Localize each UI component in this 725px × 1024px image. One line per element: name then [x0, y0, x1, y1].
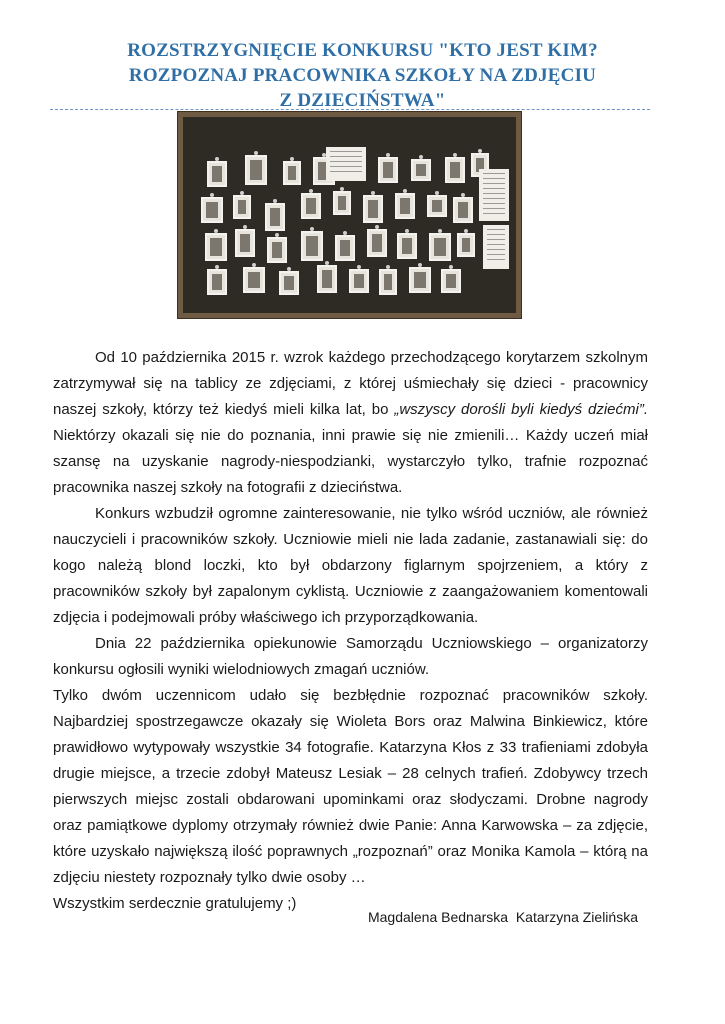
board-photo-card — [201, 197, 223, 223]
pin-icon — [418, 263, 422, 267]
pin-icon — [403, 189, 407, 193]
board-notice-sheet — [483, 225, 509, 269]
notice-text-line — [483, 173, 505, 174]
board-photo-card — [445, 157, 465, 183]
board-photo-image — [402, 238, 412, 254]
board-photo-card — [379, 269, 397, 295]
board-photo-image — [416, 164, 426, 176]
board-photo-card — [283, 161, 301, 185]
board-photo-image — [338, 196, 346, 210]
board-photo-image — [354, 274, 364, 288]
title-divider — [50, 109, 650, 110]
board-photo-image — [432, 200, 442, 212]
board-photo-image — [414, 272, 426, 288]
bulletin-board-photo — [178, 112, 521, 318]
notice-text-line — [483, 193, 505, 194]
board-photo-card — [378, 157, 398, 183]
board-photo-image — [284, 276, 294, 290]
board-photo-image — [206, 202, 218, 218]
bulletin-board — [183, 117, 516, 313]
board-photo-card — [207, 269, 227, 295]
board-photo-card — [367, 229, 387, 257]
notice-text-line — [483, 213, 505, 214]
board-notice-sheet — [326, 147, 366, 181]
notice-text-line — [483, 198, 505, 199]
author-signature: Magdalena Bednarska Katarzyna Zielińska — [367, 909, 638, 925]
board-photo-image — [446, 274, 456, 288]
board-photo-image — [240, 234, 250, 252]
pin-icon — [449, 265, 453, 269]
notice-text-line — [330, 156, 362, 157]
pin-icon — [254, 151, 258, 155]
board-photo-card — [265, 203, 285, 231]
board-photo-card — [335, 235, 355, 261]
pin-icon — [243, 225, 247, 229]
board-photo-image — [368, 200, 378, 218]
pin-icon — [375, 225, 379, 229]
board-photo-card — [427, 195, 447, 217]
pin-icon — [290, 157, 294, 161]
paragraph-2: Konkurs wzbudził ogromne zainteresowanie, nie tylko wśród uczniów, ale również nauczycieli i pracowników szkoły. Uczniowie mieli nie lada zadanie, zastanawiali się: do kogo należą blond loczki, kto był obdarzony figlarnym spojrzeniem, a który z pracowników szkoły był zapalonym cyklistą. Uczniowie z zaangażowaniem komentowali zdjęcia i podejmowali próby właściwego ich przyporządkowania. — [53, 505, 648, 626]
pin-icon — [419, 155, 423, 159]
board-photo-image — [270, 208, 280, 226]
pin-icon — [287, 267, 291, 271]
notice-text-line — [330, 171, 362, 172]
board-photo-image — [383, 162, 393, 178]
board-photo-card — [363, 195, 383, 223]
article-title — [0, 38, 725, 113]
board-photo-image — [450, 162, 460, 178]
board-photo-image — [434, 238, 446, 256]
notice-text-line — [487, 239, 505, 240]
board-photo-card — [207, 161, 227, 187]
paragraph-1-end: Niektórzy okazali się nie do poznania, inni prawie się nie zmienili… Każdy uczeń miał szansę na uzyskanie nagrody-niespodzianki, wystarczyło tylko, trafnie rozpoznać pracownika naszej szkoły na fotografii z dzieciństwa. — [53, 427, 648, 496]
title-line-3: Z DZIECIŃSTWA" — [279, 90, 446, 111]
board-photo-image — [340, 240, 350, 256]
pin-icon — [405, 229, 409, 233]
board-photo-card — [453, 197, 473, 223]
board-photo-card — [235, 229, 255, 257]
notice-text-line — [483, 178, 505, 179]
board-photo-image — [400, 198, 410, 214]
board-photo-image — [212, 166, 222, 182]
pin-icon — [340, 187, 344, 191]
pin-icon — [438, 229, 442, 233]
pin-icon — [461, 193, 465, 197]
paragraph-1 — [53, 345, 648, 501]
notice-text-line — [330, 161, 362, 162]
pin-icon — [210, 193, 214, 197]
board-photo-card — [301, 231, 323, 261]
board-photo-card — [397, 233, 417, 259]
pin-icon — [273, 199, 277, 203]
board-photo-card — [395, 193, 415, 219]
title-line-2: ROZPOZNAJ PRACOWNIKA SZKOŁY NA ZDJĘCIU — [128, 65, 597, 86]
board-photo-image — [212, 274, 222, 290]
board-photo-image — [288, 166, 296, 180]
board-photo-image — [372, 234, 382, 252]
board-photo-card — [205, 233, 227, 261]
pin-icon — [386, 265, 390, 269]
pin-icon — [371, 191, 375, 195]
paragraph-5: Wszystkim serdecznie gratulujemy ;) — [53, 895, 297, 912]
board-photo-image — [458, 202, 468, 218]
paragraph-1-quote: „wszyscy dorośli byli kiedyś dziećmi”. — [394, 401, 649, 418]
board-photo-card — [349, 269, 369, 293]
pin-icon — [386, 153, 390, 157]
board-photo-image — [306, 198, 316, 214]
board-photo-image — [322, 270, 332, 288]
notice-text-line — [483, 203, 505, 204]
board-photo-image — [210, 238, 222, 256]
notice-text-line — [487, 234, 505, 235]
board-photo-card — [233, 195, 251, 219]
notice-text-line — [483, 183, 505, 184]
board-photo-image — [250, 160, 262, 180]
notice-text-line — [487, 249, 505, 250]
title-line-1: ROZSTRZYGNIĘCIE KONKURSU "KTO JEST KIM? — [127, 40, 598, 61]
board-photo-card — [411, 159, 431, 181]
board-photo-image — [272, 242, 282, 258]
paragraph-1-start: Od 10 października 2015 r. wzrok każdego przechodzącego korytarzem szkolnym zatrzymywał się na tablicy ze zdjęciami, z której uśmiechały się dzieci - pracownicy naszej szkoły, którzy też kiedyś mieli kilka lat, bo — [53, 349, 648, 418]
board-photo-image — [248, 272, 260, 288]
board-photo-image — [384, 274, 392, 290]
pin-icon — [478, 149, 482, 153]
pin-icon — [453, 153, 457, 157]
board-photo-image — [462, 238, 470, 252]
board-photo-card — [409, 267, 431, 293]
board-photo-card — [441, 269, 461, 293]
pin-icon — [310, 227, 314, 231]
notice-text-line — [487, 254, 505, 255]
notice-text-line — [330, 166, 362, 167]
board-photo-image — [238, 200, 246, 214]
pin-icon — [214, 229, 218, 233]
pin-icon — [325, 261, 329, 265]
board-notice-sheet — [479, 169, 509, 221]
pin-icon — [309, 189, 313, 193]
board-photo-card — [317, 265, 337, 293]
board-photo-card — [429, 233, 451, 261]
board-photo-card — [267, 237, 287, 263]
pin-icon — [252, 263, 256, 267]
board-photo-card — [279, 271, 299, 295]
paragraph-3: Dnia 22 października opiekunowie Samorządu Uczniowskiego – organizatorzy konkursu ogłosili wyniki wielodniowych zmagań uczniów. — [53, 635, 648, 678]
pin-icon — [343, 231, 347, 235]
notice-text-line — [487, 259, 505, 260]
paragraph-4: Tylko dwóm uczennicom udało się bezbłędnie rozpoznać pracowników szkoły. Najbardziej spostrzegawcze okazały się Wioleta Bors oraz Malwina Binkiewicz, które prawidłowo wytypowały wszystkie 34 fotografie. Katarzyna Kłos z 33 trafieniami zdobyła drugie miejsce, a trzecie zdobył Mateusz Lesiak – 28 celnych trafień. Zdobywcy trzech pierwszych miejsc zostali obdarowani upominkami oraz słodyczami. Drobne nagrody oraz pamiątkowe dyplomy otrzymały również dwie Panie: Anna Karwowska – za zdjęcie, które uzyskało największą ilość poprawnych „rozpoznań” oraz Monika Kamola – którą na zdjęciu niestety rozpoznały tylko dwie osoby … — [53, 687, 648, 886]
pin-icon — [240, 191, 244, 195]
board-photo-card — [243, 267, 265, 293]
notice-text-line — [483, 188, 505, 189]
pin-icon — [435, 191, 439, 195]
board-photo-card — [301, 193, 321, 219]
pin-icon — [357, 265, 361, 269]
board-photo-card — [333, 191, 351, 215]
board-photo-image — [306, 236, 318, 256]
notice-text-line — [330, 151, 362, 152]
pin-icon — [275, 233, 279, 237]
notice-text-line — [483, 208, 505, 209]
pin-icon — [464, 229, 468, 233]
pin-icon — [215, 157, 219, 161]
notice-text-line — [487, 244, 505, 245]
article-body — [53, 345, 648, 917]
board-photo-card — [457, 233, 475, 257]
board-photo-card — [245, 155, 267, 185]
pin-icon — [215, 265, 219, 269]
notice-text-line — [487, 229, 505, 230]
